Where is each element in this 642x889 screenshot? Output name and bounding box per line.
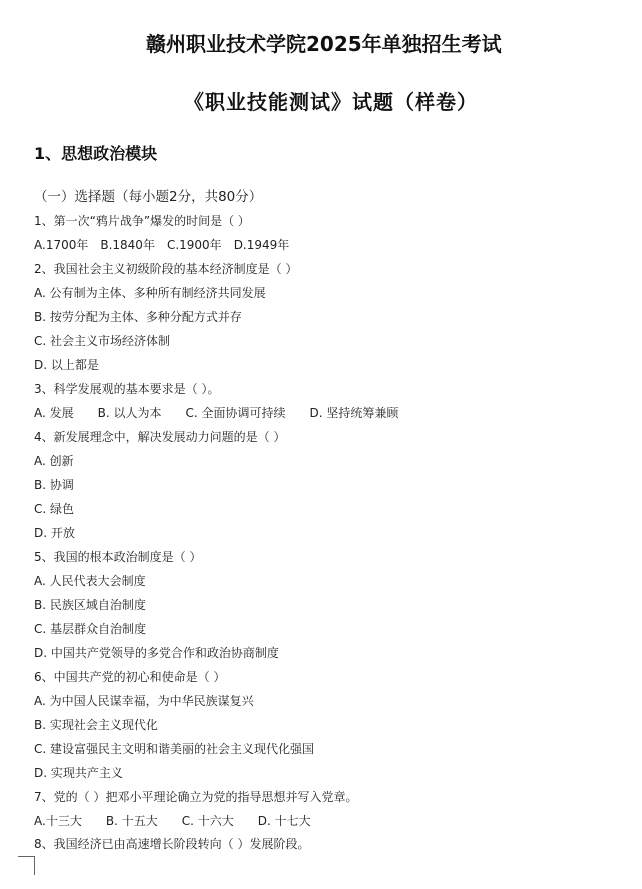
option-a: A. 人民代表大会制度 (34, 574, 146, 588)
question-stem: 1、第一次“鸦片战争”爆发的时间是（ ） (34, 214, 250, 228)
option-c: C. 绿色 (34, 502, 75, 516)
question-stem: 6、中国共产党的初心和使命是（ ） (34, 670, 226, 684)
option-d: D. 以上都是 (34, 358, 99, 372)
question-stem: 2、我国社会主义初级阶段的基本经济制度是（ ） (34, 262, 298, 276)
option-row (34, 237, 307, 253)
option-a: A. 为中国人民谋幸福，为中华民族谋复兴 (34, 694, 254, 708)
option-b: B.1840年 (100, 238, 155, 252)
option-d: D. 坚持统筹兼顾 (309, 406, 399, 420)
option-b: B. 民族区域自治制度 (34, 598, 146, 612)
option-a: A.1700年 (34, 238, 89, 252)
question-stem: 4、新发展理念中，解决发展动力问题的是（ ） (34, 430, 286, 444)
page-corner-mark (18, 856, 35, 875)
option-a: A. 发展 (34, 406, 74, 420)
option-b: B. 实现社会主义现代化 (34, 718, 158, 732)
option-c: C. 十六大 (181, 814, 234, 828)
option-b: B. 协调 (34, 478, 74, 492)
option-b: B. 按劳分配为主体、多种分配方式并存 (34, 310, 242, 324)
option-c: C. 全面协调可持续 (185, 406, 286, 420)
option-c: C. 基层群众自治制度 (34, 622, 147, 636)
question-stem: 5、我国的根本政治制度是（ ） (34, 550, 202, 564)
option-c: C.1900年 (166, 238, 222, 252)
option-c: C. 建设富强民主文明和谐美丽的社会主义现代化强国 (34, 742, 315, 756)
option-a: A.十三大 (34, 814, 82, 828)
option-b: B. 十五大 (105, 814, 158, 828)
option-d: D. 实现共产主义 (34, 766, 123, 780)
option-d: D.1949年 (233, 238, 290, 252)
option-d: D. 开放 (34, 526, 75, 540)
section-subheading: （一）选择题（每小题2分，共80分） (34, 189, 263, 205)
option-d: D. 十七大 (257, 814, 311, 828)
section-heading: 1、思想政治模块 (34, 144, 158, 163)
page-subtitle: 《职业技能测试》试题（样卷） (184, 90, 478, 114)
option-row (34, 813, 329, 829)
option-d: D. 中国共产党领导的多党合作和政治协商制度 (34, 646, 279, 660)
option-b: B. 以人为本 (97, 406, 162, 420)
option-row (34, 405, 416, 421)
page-title: 赣州职业技术学院2025年单独招生考试 (146, 32, 502, 56)
question-stem: 8、我国经济已由高速增长阶段转向（ ）发展阶段。 (34, 837, 310, 851)
option-c: C. 社会主义市场经济体制 (34, 334, 171, 348)
question-stem: 7、党的（ ）把邓小平理论确立为党的指导思想并写入党章。 (34, 790, 358, 804)
option-a: A. 公有制为主体、多种所有制经济共同发展 (34, 286, 266, 300)
option-a: A. 创新 (34, 454, 74, 468)
question-stem: 3、科学发展观的基本要求是（ ）。 (34, 382, 220, 396)
